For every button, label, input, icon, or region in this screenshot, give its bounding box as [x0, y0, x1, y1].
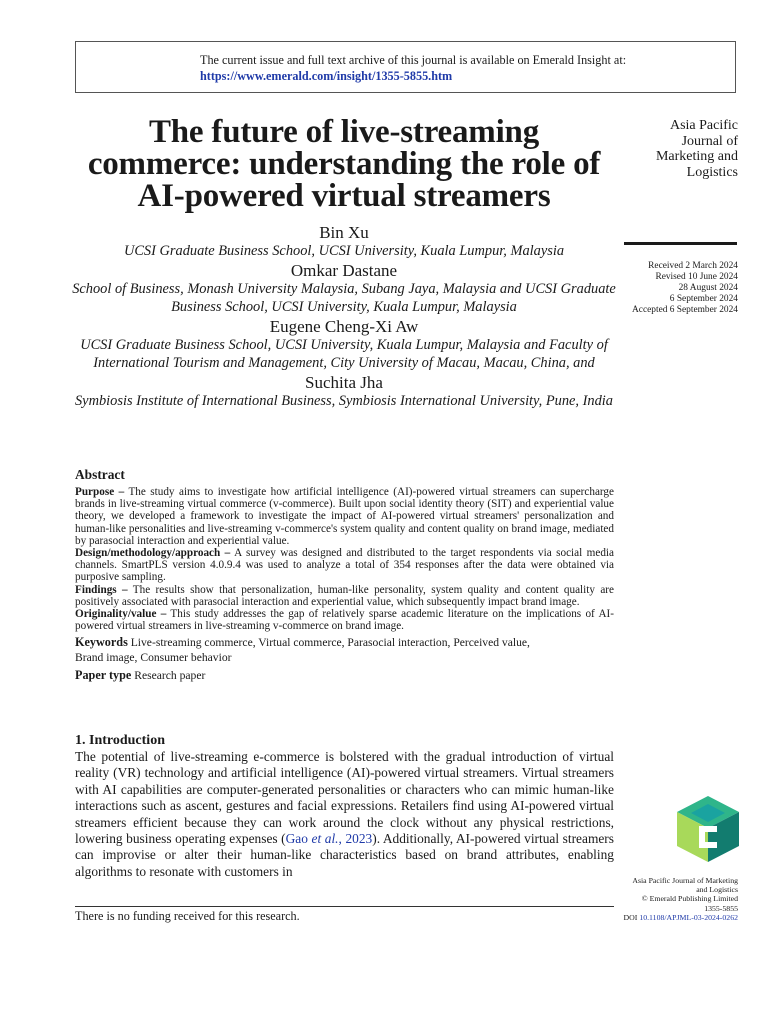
- journal-name-line: Asia Pacific: [669, 118, 738, 133]
- journal-name-line: Logistics: [686, 164, 738, 180]
- citation-year: , 2023: [338, 831, 373, 847]
- revised-date: 6 September 2024: [669, 294, 738, 304]
- introduction-section: [75, 732, 614, 880]
- introduction-paragraph: [75, 749, 614, 880]
- citation-link[interactable]: [286, 831, 373, 846]
- publisher-info: [600, 876, 738, 922]
- keywords-label: Keywords: [75, 635, 128, 650]
- publisher-line: and Logistics: [696, 885, 738, 895]
- abstract-heading: Abstract: [75, 467, 125, 482]
- journal-name-line: Marketing and: [655, 149, 738, 164]
- journal-name: [600, 118, 738, 180]
- abstract-originality: [75, 608, 614, 632]
- journal-notice-box: [75, 41, 736, 93]
- emerald-logo-icon: [677, 796, 739, 862]
- article-title: The future of live-streaming commerce: understanding the role of AI-powered virtual streamers: [87, 114, 601, 214]
- article-dates: [600, 261, 738, 316]
- author-list: [70, 223, 618, 411]
- abstract-design: [75, 547, 614, 584]
- abstract-paper-type: [75, 668, 614, 683]
- received-date: Received 2 March 2024: [648, 261, 738, 271]
- footnote-divider: [75, 906, 614, 907]
- purpose-label: Purpose –: [75, 486, 125, 498]
- revised-date: 28 August 2024: [678, 283, 738, 293]
- notice-text: The current issue and full text archive of this journal is available on Emerald Insight at:: [200, 53, 627, 67]
- originality-text: This study addresses the gap of relatively sparse academic literature on the implications of AI-powered virtual streamers in live-streaming v-commerce on brand image.: [75, 608, 614, 633]
- margin-divider: [624, 242, 737, 245]
- doi-label: DOI: [623, 912, 640, 922]
- abstract-purpose: [75, 486, 614, 547]
- author-affiliation: Symbiosis Institute of International Business, Symbiosis International University, Pune, India: [74, 393, 613, 409]
- author-affiliation: UCSI Graduate Business School, UCSI University, Kuala Lumpur, Malaysia and Faculty of International Tourism and Management, City University of Macau, Macau, China, and: [80, 337, 608, 371]
- doi-line: [600, 913, 738, 922]
- author-affiliation: UCSI Graduate Business School, UCSI University, Kuala Lumpur, Malaysia: [123, 243, 565, 259]
- abstract-section: [75, 467, 614, 683]
- introduction-heading: 1. Introduction: [75, 733, 165, 748]
- author-name: Bin Xu: [319, 223, 369, 242]
- publisher-line: Asia Pacific Journal of Marketing: [632, 876, 738, 885]
- author-name: Omkar Dastane: [290, 261, 398, 280]
- journal-archive-link[interactable]: https://www.emerald.com/insight/1355-5855.htm: [200, 69, 453, 83]
- doi-link[interactable]: 10.1108/APJML-03-2024-0262: [639, 912, 738, 922]
- findings-text: The results show that personalization, human-like personality, system quality and content quality are positively associated with parasocial interaction and experiential value, which subsequently impact brand image.: [75, 583, 614, 608]
- accepted-date: Accepted 6 September 2024: [632, 305, 738, 315]
- originality-label: Originality/value –: [75, 608, 167, 621]
- citation-author: Gao: [285, 831, 312, 847]
- design-label: Design/methodology/approach –: [75, 547, 231, 560]
- abstract-findings: [75, 584, 614, 608]
- journal-name-line: Journal of: [681, 133, 738, 149]
- keywords-text: Brand image, Consumer behavior: [75, 651, 232, 665]
- funding-footnote: There is no funding received for this research.: [75, 909, 300, 923]
- citation-etal: et al.: [311, 831, 339, 847]
- findings-label: Findings –: [75, 583, 128, 596]
- publisher-line: 1355-5855: [704, 903, 738, 913]
- design-text: A survey was designed and distributed to the target respondents via social media channels. SmartPLS version 4.0.9.4 was used to analyze a total of 354 responses after the data were obtained via purposive sampling.: [75, 547, 614, 584]
- author-affiliation: School of Business, Monash University Malaysia, Subang Jaya, Malaysia and UCSI Graduate Business School, UCSI University, Kuala Lumpur, Malaysia: [72, 281, 616, 315]
- keywords-text: Live-streaming commerce, Virtual commerce, Parasocial interaction, Perceived value,: [127, 636, 530, 650]
- abstract-keywords: [75, 635, 614, 665]
- revised-date: Revised 10 June 2024: [655, 272, 738, 282]
- intro-text: ). Additionally, AI-powered virtual streamers can improvise or alter their human-like characteristics based on brand attributes, enabling algorithms to resonate with customers in: [75, 831, 614, 879]
- paper-type-text: Research paper: [131, 669, 206, 683]
- author-name: Suchita Jha: [305, 373, 383, 392]
- author-name: Eugene Cheng-Xi Aw: [269, 317, 419, 336]
- intro-text: The potential of live-streaming e-commerce is bolstered with the gradual introduction of virtual reality (VR) technology and artificial intelligence (AI)-powered virtual streamers. Virtual streamers with AI capabilities are computer-generated personalities or characters who can mimic human-like interactions such as ascent, gestures and facial expressions. Retailers find using AI-powered virtual streamers efficient because they can work around the clock without any physical restrictions, lowering business operating expenses (: [75, 749, 614, 847]
- purpose-text: The study aims to investigate how artificial intelligence (AI)-powered virtual streamers can supercharge brands in live-streaming virtual commerce (v-commerce). Built upon social identity theory (SIT) and experiential value theory, we developed a framework to investigate the impact of AI-powered virtual streamers' personalization and human-like personalities and live-streaming v-commerce's system quality and content quality on brand image, mediated by parasocial interaction and experiential value.: [75, 486, 614, 547]
- publisher-line: © Emerald Publishing Limited: [641, 894, 738, 904]
- paper-type-label: Paper type: [75, 668, 132, 683]
